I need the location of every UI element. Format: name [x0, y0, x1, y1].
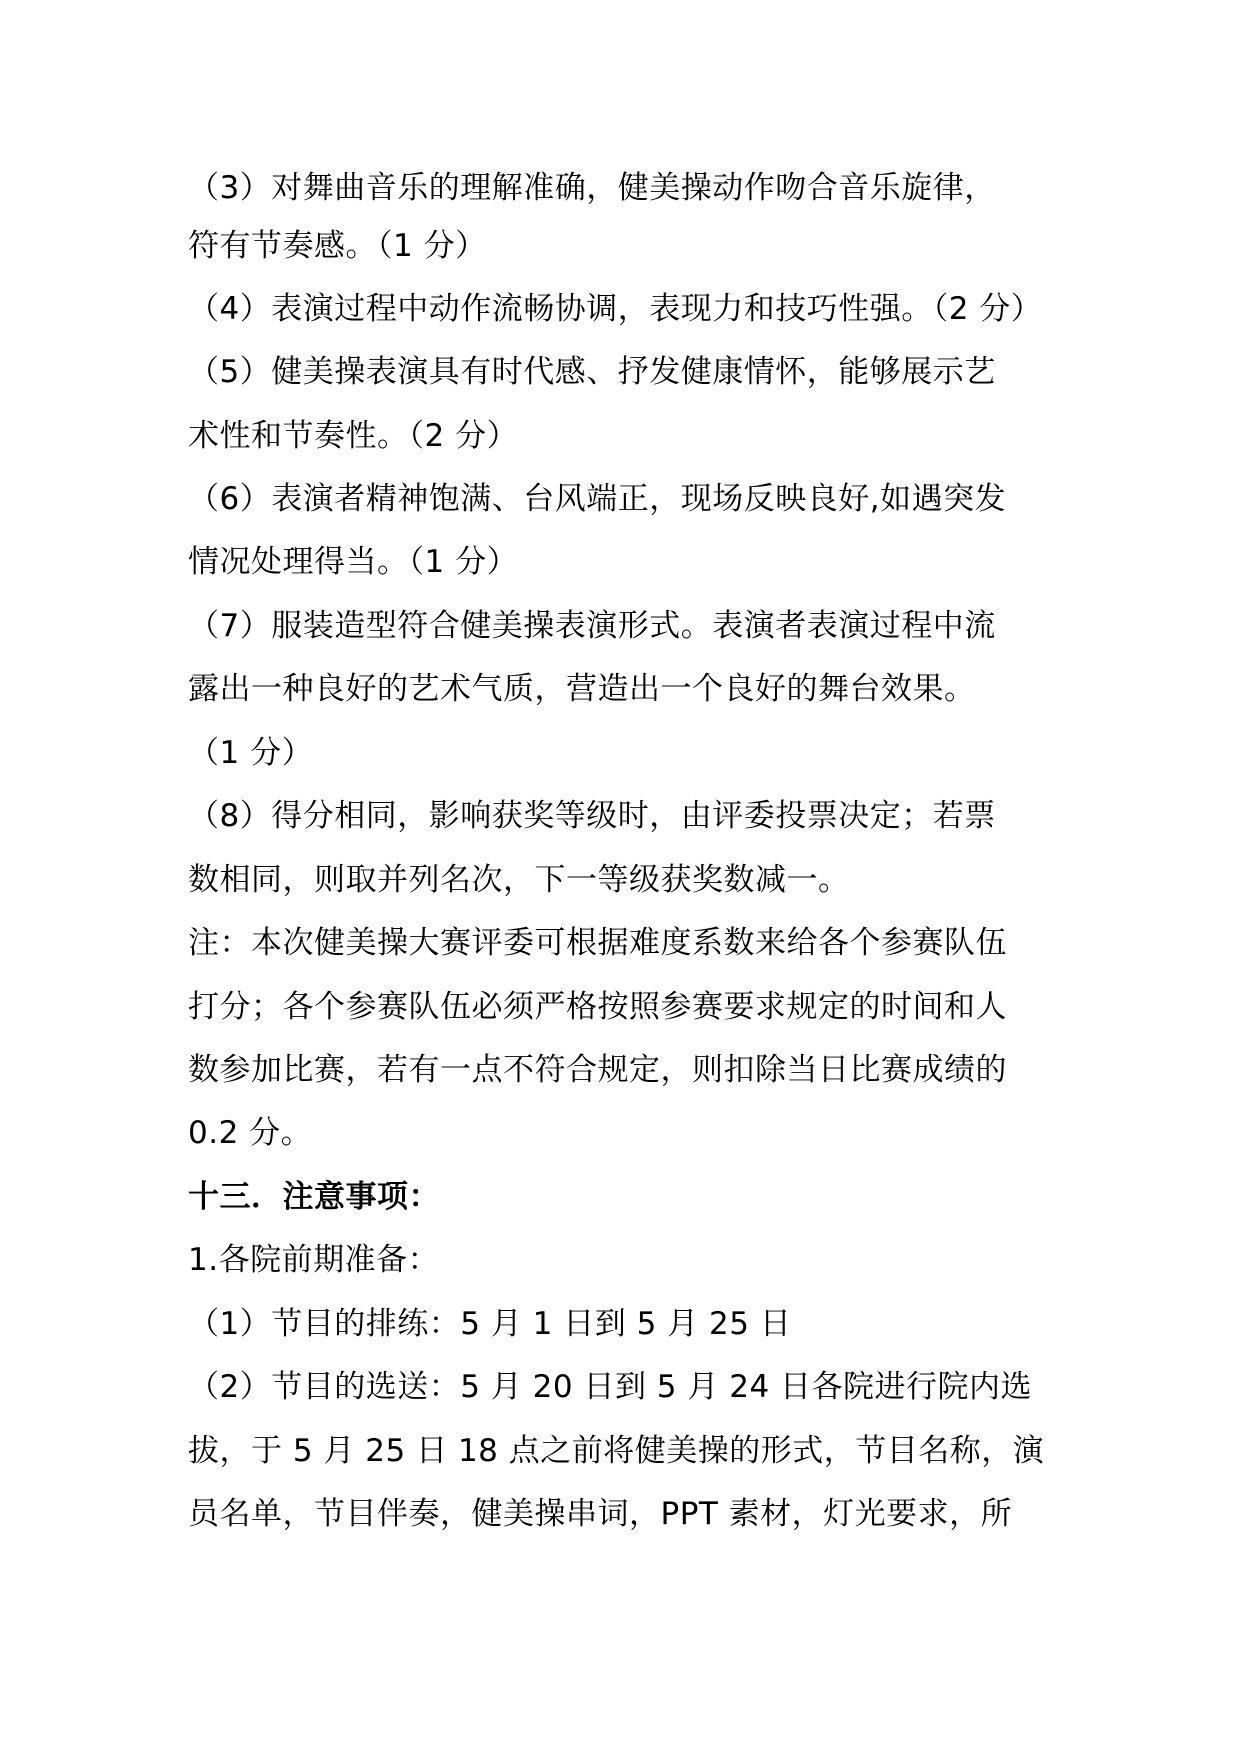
text-line: （8）得分相同，影响获奖等级时，由评委投票决定；若票 [188, 798, 996, 834]
note-line: 0.2 分。 [188, 1115, 313, 1151]
text-line: （2）节目的选送：5 月 20 日到 5 月 24 日各院进行院内选 [188, 1369, 1033, 1405]
text-line: （5）健美操表演具有时代感、抒发健康情怀，能够展示艺 [188, 354, 996, 390]
text-line: （3）对舞曲音乐的理解准确，健美操动作吻合音乐旋律， [188, 170, 996, 206]
subsection-heading: 1.各院前期准备： [188, 1242, 440, 1278]
note-line: 注：本次健美操大赛评委可根据难度系数来给各个参赛队伍 [188, 925, 1007, 961]
text-line: 符有节奏感。（1 分） [188, 228, 487, 264]
section-heading: 十三．注意事项： [188, 1179, 440, 1215]
text-line: 露出一种良好的艺术气质，营造出一个良好的舞台效果。 [188, 671, 976, 707]
text-line: （1 分） [188, 735, 314, 771]
text-line: 数相同，则取并列名次，下一等级获奖数减一。 [188, 862, 850, 898]
text-line: （4）表演过程中动作流畅协调，表现力和技巧性强。（2 分） [188, 291, 1043, 327]
text-line: 员名单，节目伴奏，健美操串词，PPT 素材，灯光要求，所 [188, 1496, 1013, 1532]
text-line: （7）服装造型符合健美操表演形式。表演者表演过程中流 [188, 608, 996, 644]
text-line: （1）节目的排练：5 月 1 日到 5 月 25 日 [188, 1306, 792, 1342]
text-line: 拔，于 5 月 25 日 18 点之前将健美操的形式，节目名称，演 [188, 1433, 1045, 1469]
note-line: 打分；各个参赛队伍必须严格按照参赛要求规定的时间和人 [188, 989, 1007, 1025]
text-line: 术性和节奏性。（2 分） [188, 418, 519, 454]
text-line: （6）表演者精神饱满、台风端正，现场反映良好,如遇突发 [188, 481, 1007, 517]
text-line: 情况处理得当。（1 分） [188, 544, 519, 580]
note-line: 数参加比赛，若有一点不符合规定，则扣除当日比赛成绩的 [188, 1052, 1007, 1088]
